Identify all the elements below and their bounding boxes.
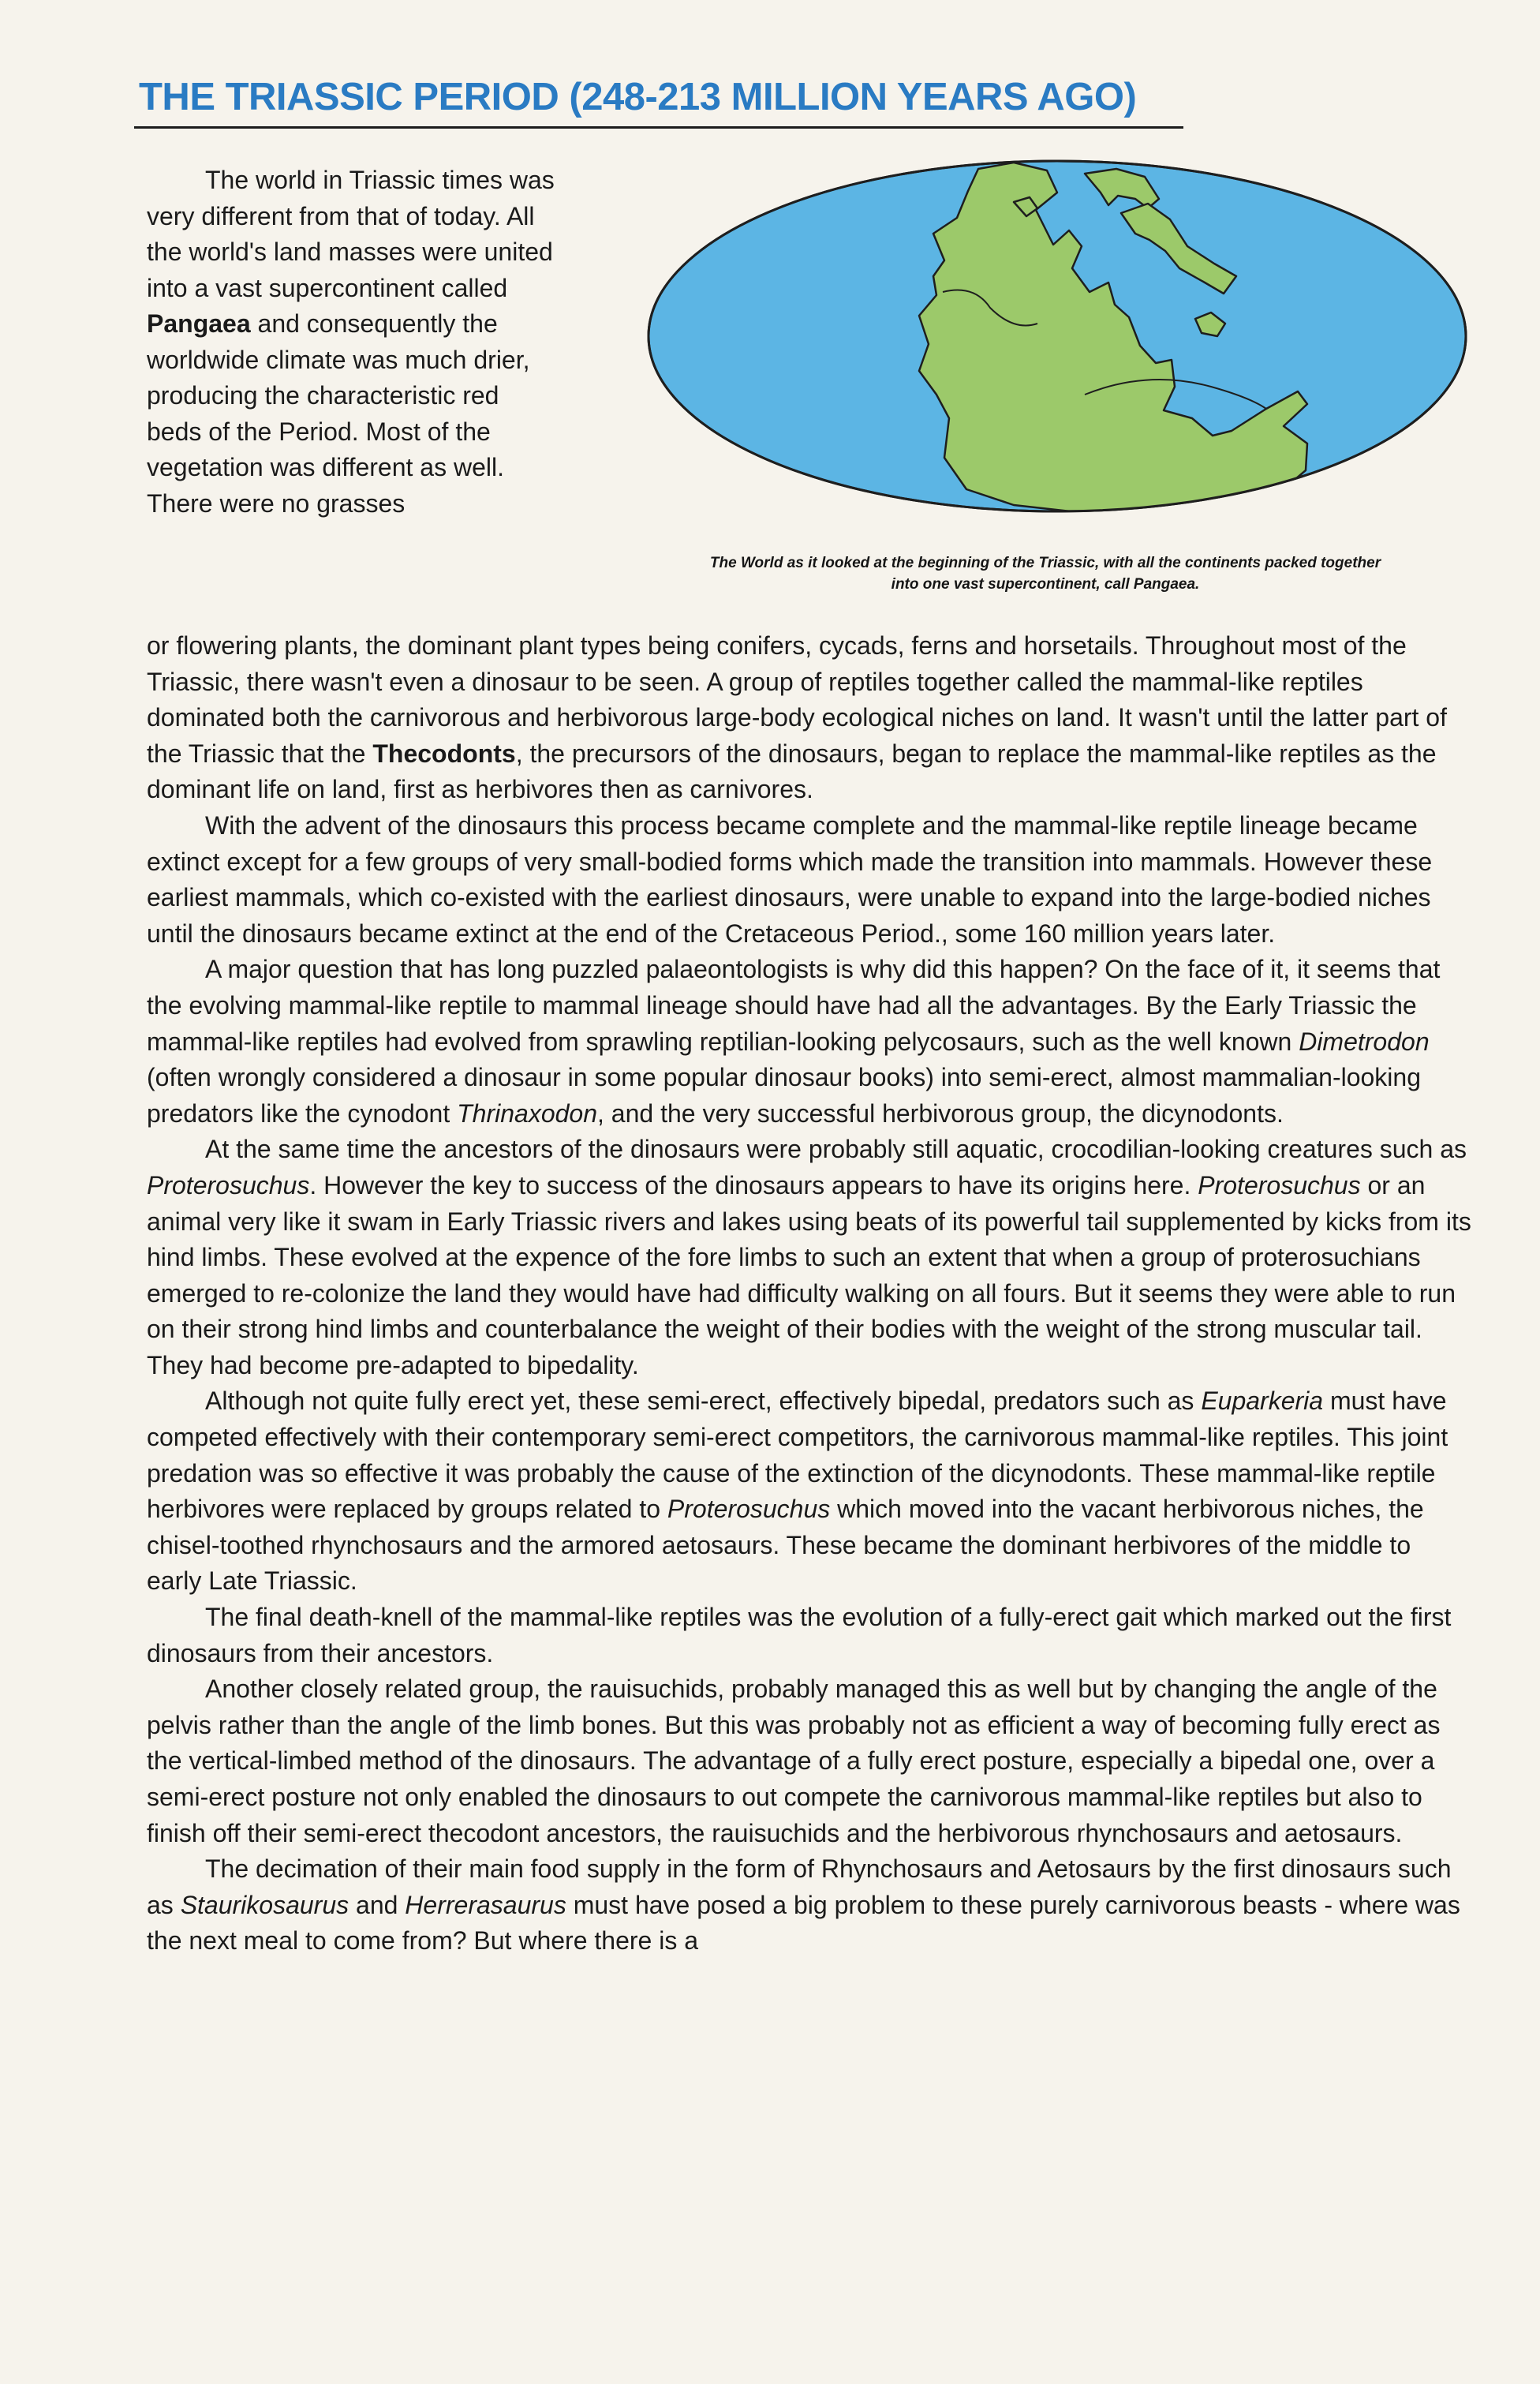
term-proterosuchus: Proterosuchus <box>1198 1170 1361 1199</box>
term-proterosuchus: Proterosuchus <box>147 1170 310 1199</box>
paragraph-4-text-a: At the same time the ancestors of the dinosaurs were probably still aquatic, crocodilian-looking creatures such as <box>205 1135 1467 1164</box>
paragraph-8-text-b: and <box>349 1890 406 1919</box>
page-title: THE TRIASSIC PERIOD (248-213 MILLION YEARS AGO) <box>139 76 1137 118</box>
paragraph-5-text-a: Although not quite fully erect yet, these semi-erect, effectively bipedal, predators such as <box>205 1387 1202 1416</box>
paragraph-5-text-c: which moved into the vacant herbivorous niches, the chisel-toothed rhynchosaurs and the armored aetosaurs. These became the dominant herbivores of the middle to early Late Triassic. <box>147 1495 1424 1596</box>
paragraph-7: Another closely related group, the rauisuchids, probably managed this as well but by changing the angle of the pelvis rather than the angle of the limb bones. But this was probably not as efficient a way of becoming fully erect as the vertical-limbed method of the dinosaurs. The advantage of a fully erect posture, especially a bipedal one, over a semi-erect posture not only enabled the dinosaurs to out compete the carnivorous mammal-like reptiles but also to finish off their semi-erect thecodont ancestors, the rauisuchids and the herbivorous rhynchosaurs and aetosaurs. <box>147 1675 1441 1847</box>
article-body <box>147 628 1472 1959</box>
paragraph-1 <box>147 628 1472 808</box>
paragraph-8 <box>147 1851 1472 1959</box>
paragraph-1-text-a: or flowering plants, the dominant plant types being conifers, cycads, ferns and horsetails. Throughout most of the Triassic, there wasn't even a dinosaur to be seen. A group of reptiles together called the mammal-like reptiles dominated both the carnivorous and herbivorous large-body ecological niches on land. It wasn't until the latter part of the Triassic that the <box>147 631 1447 768</box>
term-thecodonts: Thecodonts <box>372 739 516 768</box>
paragraph-8-text-a: The decimation of their main food supply in the form of Rhynchosaurs and Aetosaurs by the first dinosaurs such as <box>147 1854 1452 1919</box>
term-herrerasaurus: Herrerasaurus <box>405 1890 566 1919</box>
paragraph-3-text-a: A major question that has long puzzled palaeontologists is why did this happen? On the face of it, it seems that the evolving mammal-like reptile to mammal lineage should have had all the advantages. By the Early Triassic the mammal-like reptiles had evolved from sprawling reptilian-looking pelycosaurs, such as the well known <box>147 955 1441 1056</box>
paragraph-4 <box>147 1132 1472 1383</box>
paragraph-5 <box>147 1383 1472 1600</box>
term-thrinaxodon: Thrinaxodon <box>457 1098 598 1128</box>
intro-rest: and consequently the worldwide climate was much drier, producing the characteristic red beds of the Period. Most of the vegetation was different as well. There were no grasses <box>147 309 530 518</box>
term-pangaea: Pangaea <box>147 309 251 338</box>
paragraph-2: With the advent of the dinosaurs this process became complete and the mammal-like reptile lineage became extinct except for a few groups of very small-bodied forms which made the transition into mammals. However these earliest mammals, which co-existed with the earliest dinosaurs, were unable to expand into the large-bodied niches until the dinosaurs became extinct at the end of the Cretaceous Period., some 160 million years later. <box>147 810 1433 948</box>
pangaea-world-map <box>643 158 1471 521</box>
paragraph-4-text-c: or an animal very like it swam in Early Triassic rivers and lakes using beats of its powerful tail supplemented by kicks from its hind limbs. These evolved at the expence of the fore limbs to such an extent that when a group of proterosuchians emerged to re-colonize the land they would have had difficulty walking on all fours. But it seems they were able to run on their strong hind limbs and counterbalance the weight of their bodies with the weight of the strong muscular tail. They had become pre-adapted to bipedality. <box>147 1170 1471 1379</box>
term-proterosuchus: Proterosuchus <box>667 1495 831 1524</box>
map-caption <box>607 552 1483 595</box>
map-caption-line-2: into one vast supercontinent, call Pangaea. <box>891 576 1200 593</box>
paragraph-8-text-c: must have posed a big problem to these purely carnivorous beasts - where was the next meal to come from? But where there is a <box>147 1890 1460 1955</box>
paragraph-6: The final death-knell of the mammal-like reptiles was the evolution of a fully-erect gait which marked out the first dinosaurs from their ancestors. <box>147 1603 1452 1667</box>
map-caption-line-1: The World as it looked at the beginning of the Triassic, with all the continents packed together <box>709 555 1381 571</box>
intro-paragraph <box>147 163 557 522</box>
paragraph-1-text-b: , the precursors of the dinosaurs, began to replace the mammal-like reptiles as the dominant life on land, first as herbivores then as carnivores. <box>147 739 1437 804</box>
paragraph-3-text-b: (often wrongly considered a dinosaur in some popular dinosaur books) into semi-erect, almost mammalian-looking predators like the cynodont <box>147 1063 1421 1128</box>
term-dimetrodon: Dimetrodon <box>1299 1027 1430 1056</box>
term-staurikosaurus: Staurikosaurus <box>180 1890 349 1919</box>
title-underline <box>134 126 1183 129</box>
paragraph-4-text-b: . However the key to success of the dinosaurs appears to have its origins here. <box>309 1170 1198 1199</box>
term-euparkeria: Euparkeria <box>1201 1387 1324 1416</box>
intro-lead: The world in Triassic times was very different from that of today. All the world's land masses were united into a vast supercontinent called <box>147 166 555 302</box>
paragraph-3-text-c: , and the very successful herbivorous group, the dicynodonts. <box>597 1098 1284 1128</box>
paragraph-5-text-b: must have competed effectively with their contemporary semi-erect competitors, the carnivorous mammal-like reptiles. This joint predation was so effective it was probably the cause of the extinction of the dicynodonts. These mammal-like reptile herbivores were replaced by groups related to <box>147 1387 1448 1524</box>
paragraph-3 <box>147 952 1472 1132</box>
